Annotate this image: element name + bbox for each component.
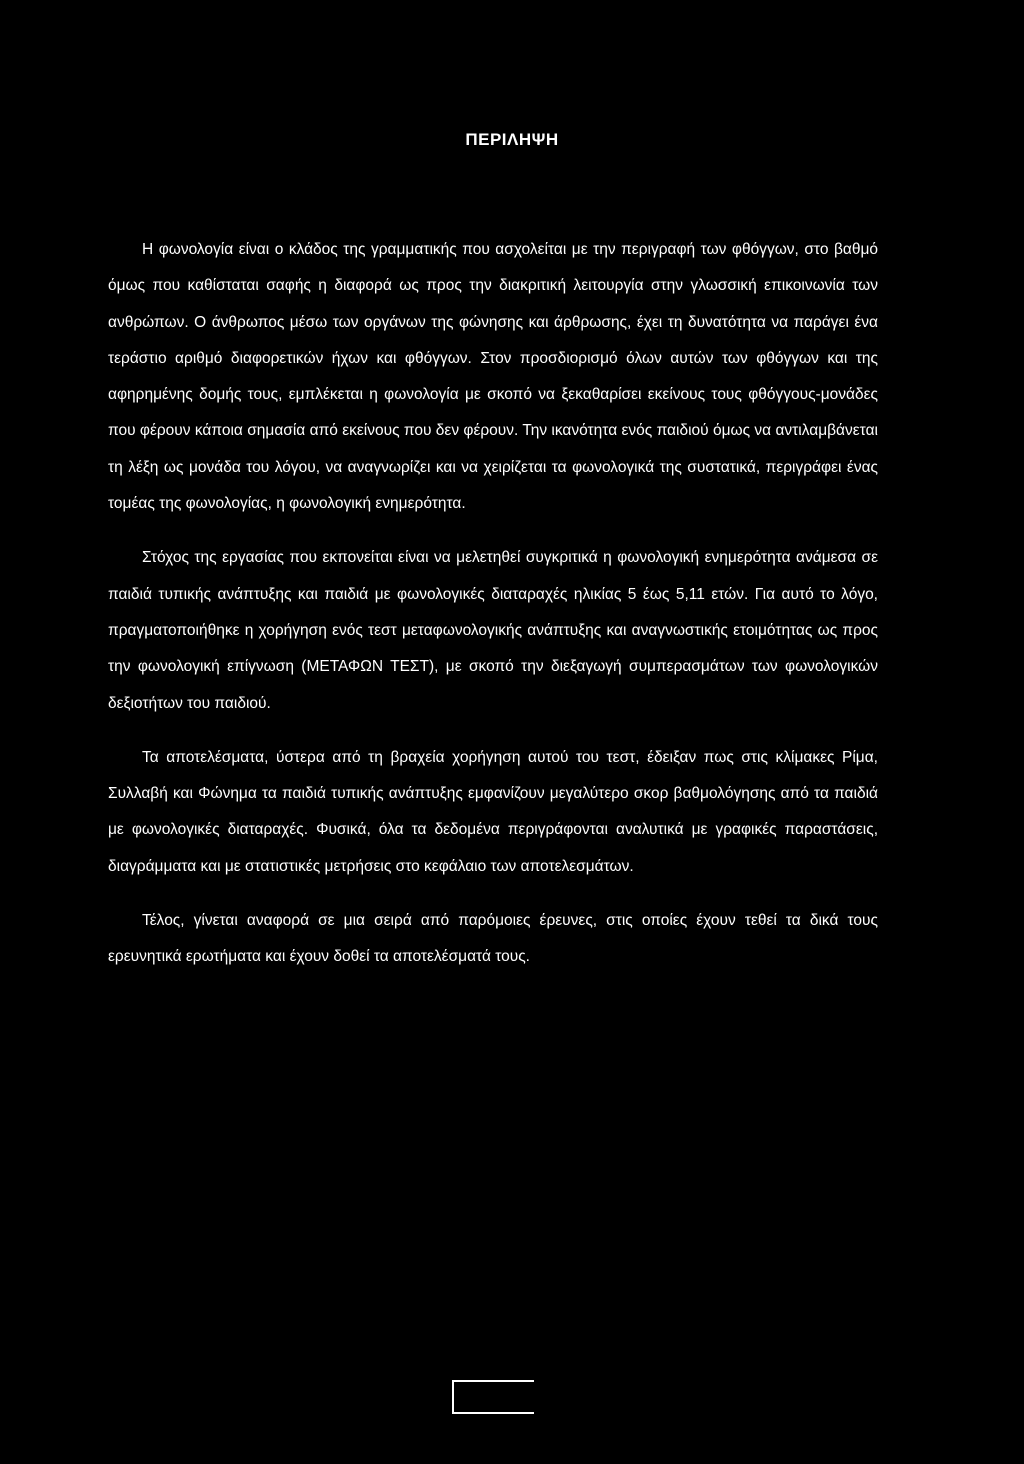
page-title: ΠΕΡΙΛΗΨΗ bbox=[465, 130, 559, 149]
paragraph-2: Στόχος της εργασίας που εκπονείται είναι να μελετηθεί συγκριτικά η φωνολογική ενημερότητα ανάμεσα σε παιδιά τυπικής ανάπτυξης και παιδιά με φωνολογικές διαταραχές ηλικίας 5 έως 5,11 ετών. Για αυτό το λόγο, πραγματοποιήθηκε η χορήγηση ενός τεστ μεταφωνολογικής ανάπτυξης και αναγνωστικής ετοιμότητας ως προς την φωνολογική επίγνωση (ΜΕΤΑΦΩΝ ΤΕΣΤ), με σκοπό την διεξαγωγή συμπερασμάτων των φωνολογικών δεξιοτήτων του παιδιού. bbox=[108, 549, 878, 712]
page-marker-bottom-line bbox=[452, 1412, 534, 1414]
paragraph-4: Τέλος, γίνεται αναφορά σε μια σειρά από παρόμοιες έρευνες, στις οποίες έχουν τεθεί τα δικά τους ερευνητικά ερωτήματα και έχουν δοθεί τα αποτελέσματά τους. bbox=[108, 912, 878, 966]
page-marker-top-line bbox=[452, 1380, 534, 1382]
paragraph-1: Η φωνολογία είναι ο κλάδος της γραμματικής που ασχολείται με την περιγραφή των φθόγγων, στο βαθμό όμως που καθίσταται σαφής η διαφορά ως προς την διακριτική λειτουργία στην γλωσσική επικοινωνία των ανθρώπων. Ο άνθρωπος μέσω των οργάνων της φώνησης και άρθρωσης, έχει τη δυνατότητα να παράγει ένα τεράστιο αριθμό διαφορετικών ήχων και φθόγγων. Στον προσδιορισμό όλων αυτών των φθόγγων και της αφηρημένης δομής τους, εμπλέκεται η φωνολογία με σκοπό να ξεκαθαρίσει εκείνους τους φθόγγους-μονάδες που φέρουν κάποια σημασία από εκείνους που δεν φέρουν. Την ικανότητα ενός παιδιού όμως να αντιλαμβάνεται τη λέξη ως μονάδα του λόγου, να αναγνωρίζει και να χειρίζεται τα φωνολογικά της συστατικά, περιγράφει ένας τομέας της φωνολογίας, η φωνολογική ενημερότητα. bbox=[108, 241, 878, 513]
page-number-box bbox=[452, 1380, 534, 1416]
paragraph-3: Τα αποτελέσματα, ύστερα από τη βραχεία χορήγηση αυτού του τεστ, έδειξαν πως στις κλίμακες Ρίμα, Συλλαβή και Φώνημα τα παιδιά τυπικής ανάπτυξης εμφανίζουν μεγαλύτερο σκορ βαθμολόγησης από τα παιδιά με φωνολογικές διαταραχές. Φυσικά, όλα τα δεδομένα περιγράφονται αναλυτικά με γραφικές παραστάσεις, διαγράμματα και με στατιστικές μετρήσεις στο κεφάλαιο των αποτελεσμάτων. bbox=[108, 748, 878, 875]
abstract-body bbox=[108, 232, 878, 994]
page-marker-left-line bbox=[452, 1380, 454, 1414]
